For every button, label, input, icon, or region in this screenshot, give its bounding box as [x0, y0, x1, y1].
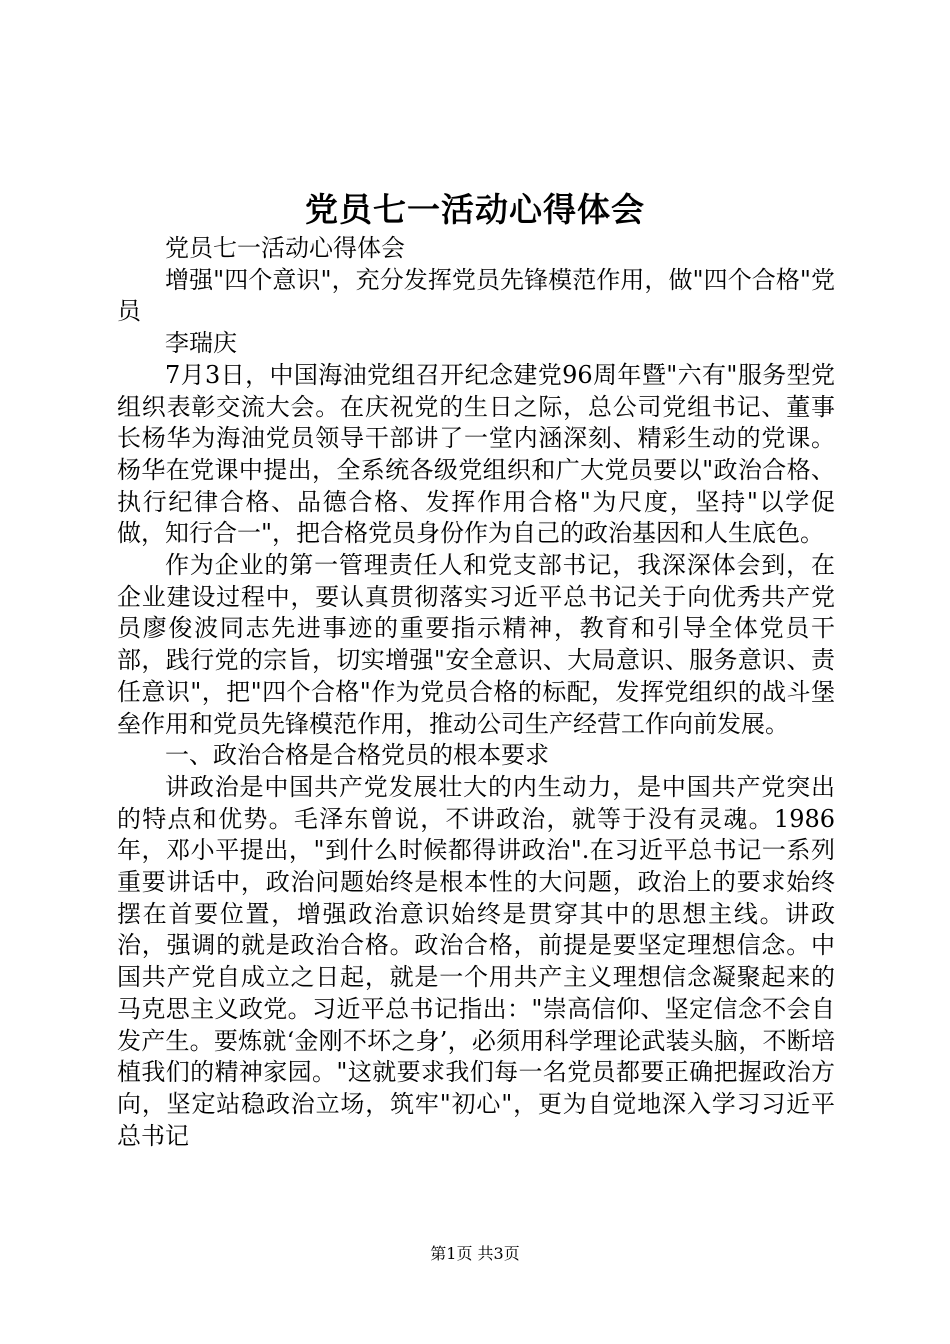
page-footer: 第1页 共3页	[430, 1244, 520, 1263]
paragraph-heading: 增强"四个意识"，充分发挥党员先锋模范作用，做"四个合格"党员	[117, 265, 835, 326]
paragraph-author: 李瑞庆	[165, 329, 237, 358]
paragraph: 作为企业的第一管理责任人和党支部书记，我深深体会到，在企业建设过程中，要认真贯彻落实习近平总书记关于向优秀共产党员廖俊波同志先进事迹的重要指示精神，教育和引导全体党员干部，践行党的宗旨，切实增强"安全意识、大局意识、服务意识、责任意识"，把"四个合格"作为党员合格的标配，发挥党组织的战斗堡垒作用和党员先锋模范作用，推动公司生产经营工作向前发展。	[117, 551, 835, 738]
section-heading: 一、政治合格是合格党员的根本要求	[165, 741, 549, 770]
document-body	[117, 233, 835, 1152]
paragraph-subtitle: 党员七一活动心得体会	[165, 234, 405, 262]
paragraph: 讲政治是中国共产党发展壮大的内生动力，是中国共产党突出的特点和优势。毛泽东曾说，不讲政治，就等于没有灵魂。1986年，邓小平提出，"到什么时候都得讲政治".在习近平总书记一系列重要讲话中，政治问题始终是根本性的大问题，政治上的要求始终摆在首要位置，增强政治意识始终是贯穿其中的思想主线。讲政治，强调的就是政治合格。政治合格，前提是要坚定理想信念。中国共产党自成立之日起，就是一个用共产主义理想信念凝聚起来的马克思主义政党。习近平总书记指出："崇高信仰、坚定信念不会自发产生。要炼就‘金刚不坏之身’，必须用科学理论武装头脑，不断培植我们的精神家园。"这就要求我们每一名党员都要正确把握政治方向，坚定站稳政治立场，筑牢"初心"，更为自觉地深入学习习近平总书记	[117, 772, 835, 1150]
paragraph: 7月3日，中国海油党组召开纪念建党96周年暨"六有"服务型党组织表彰交流大会。在庆祝党的生日之际，总公司党组书记、董事长杨华为海油党员领导干部讲了一堂内涵深刻、精彩生动的党课。杨华在党课中提出，全系统各级党组织和广大党员要以"政治合格、执行纪律合格、品德合格、发挥作用合格"为尺度，坚持"以学促做，知行合一"，把合格党员身份作为自己的政治基因和人生底色。	[117, 360, 835, 548]
document-title: 党员七一活动心得体会	[305, 190, 645, 229]
